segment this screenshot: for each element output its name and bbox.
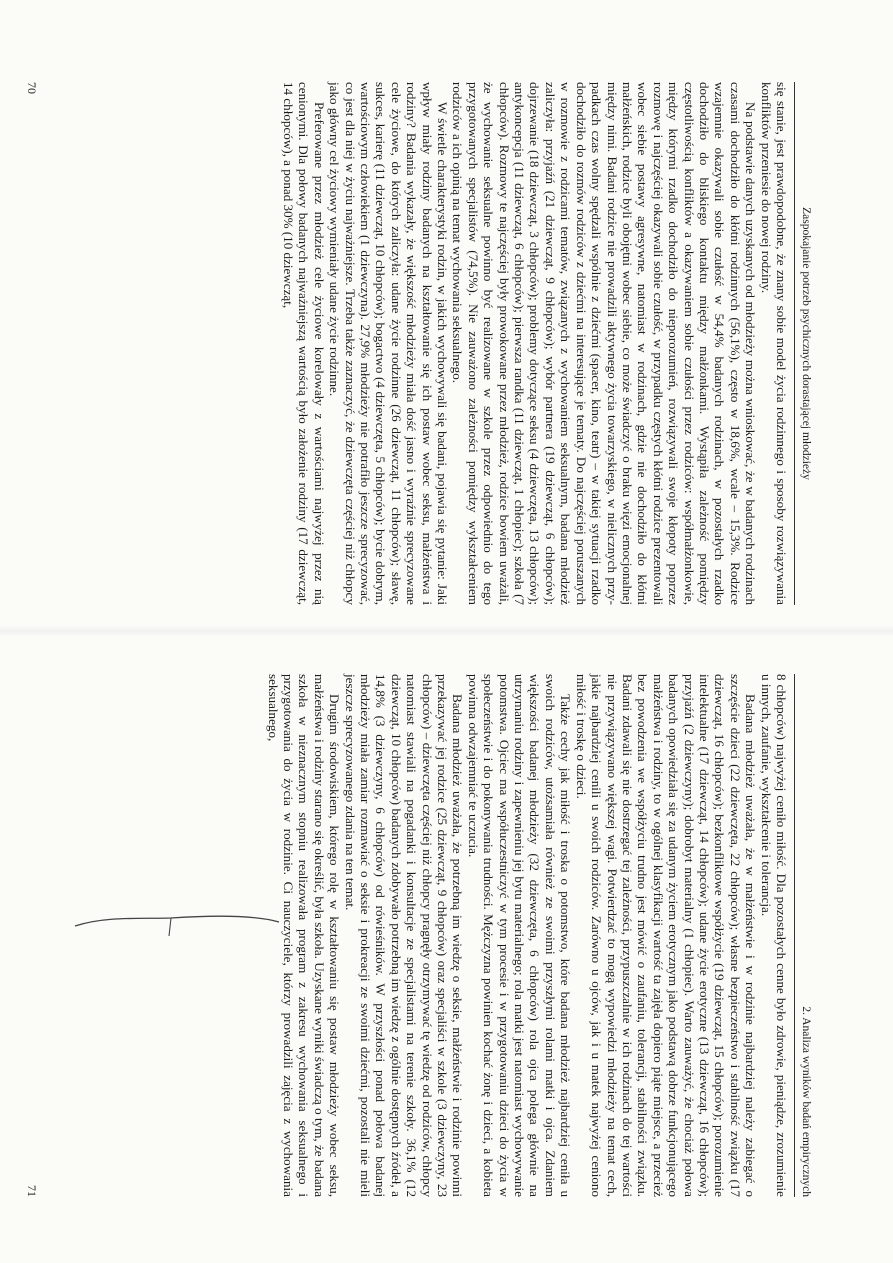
- paragraph: Także cechy jak miłość i troska o potomstwo, które badana młodzież najbardziej ceniła u swoich rodziców, utożsamiała również ze swoimi przyszłymi rolami matki i ojca. Zdaniem większości badanej młodzieży (32 dziewczęta, 6 chłopców) rola ojca polega głównie na utrzymaniu rodziny i zapewnieniu jej bytu materialnego; rola matki jest natomiast wychowywanie potomstwa. Ojciec ma współuczestniczyć w tym procesie i w przygotowaniu dzieci do życia w społeczeństwie i do pokonywania trudności. Mężczyzna powinien kochać żonę i dzieci, a kobieta powinna odwzajemniać te uczucia.: [465, 674, 574, 1197]
- pencil-bracket-mark: [71, 892, 281, 942]
- body-text-left: [281, 82, 789, 605]
- paragraph: Badana młodzież uważała, że w małżeństwie i w rodzinie najbardziej należy zabiegać o szczęście dzieci (22 dziewczęta, 22 chłopców); własne bezpieczeństwo i stabilność związku (17 dziewcząt, 16 chłopców); bezkonfliktowe współżycie (19 dziewcząt, 15 chłopców); porozumienie intelektualne (17 dziewcząt, 14 chłopców); udane życie erotyczne (13 dziewcząt, 16 chłopców); przyjaźń (2 dziewczyny); dobrobyt materialny (1 chłopiec). Warto zauważyć, że chociaż połowa badanych opowiedziała się za udanym życiem erotycznym jako podstawą dobrze funkcjonującego małżeństwa i rodziny, to w ogólnej klasyfikacji wartość ta zajęła dopiero piąte miejsce, a przecież bez powodzenia we współżyciu trudno jest mówić o zaufaniu, tolerancji, stabilności związku. Badani zdawali się nie dostrzegać tej zależności, przypuszczalnie w ich rodzinach do tej wartości nie przywiązywano większej wagi. Potwierdzać to mogą wypowiedzi młodzieży na temat cech, jakie najbardziej cenili u swoich rodziców. Zarówno u ojców, jak i u matek najwyżej ceniono miłość i troskę o dzieci.: [573, 674, 759, 1197]
- paragraph: się stanie, jest prawdopodobne, że znany sobie model życia rodzinnego i sposoby rozwiązywania konfliktów przeniesie do nowej rodziny.: [758, 82, 789, 605]
- running-head-left: Zaspokajanie potrzeb psychicznych dorastającej młodzieży: [794, 82, 813, 605]
- running-head-right: 2. Analiza wyników badań empirycznych: [794, 674, 813, 1197]
- paragraph: W świetle charakterystyki rodzin, w jakich wychowywali się badani, pojawia się pytanie: Jaki wpływ miały rodziny badanych na kształtowanie się ich postaw wobec seksu, małżeństwa i rodziny? Badania wykazały, że większość młodzieży miała dość jasno i wyraźnie sprecyzowane cele życiowe, do których zaliczyła: udane życie rodzinne (26 dziewcząt, 11 chłopców); sławę, sukces, karierę (11 dziewcząt, 10 chłopców); bogactwo (4 dziewczęta, 5 chłopców); bycie dobrym, wartościowym człowiekiem (1 dziewczyna). 27,9% młodzieży nie potrafiło jeszcze sprecyzować, co jest dla niej w życiu najważniejsze. Trzeba także zaznaczyć, że dziewczęta częściej niż chłopcy jako główny cel życiowy wymieniały udane życie rodzinne.: [327, 82, 451, 605]
- paragraph: Na podstawie danych uzyskanych od młodzieży można wnioskować, że w badanych rodzinach czasami dochodziło do kłótni rodzinnych (56,1%), często w 18,6%, wcale – 15,3%. Rodzice wzajemnie okazywali sobie czułość w 54,4% badanych rodzinach, w pozostałych rzadko dochodziło do bliskiego kontaktu między małżonkami. Wystąpiła zależność pomiędzy częstotliwością konfliktów a okazywaniem sobie czułości przez rodziców: współmałżonkowie, między którymi rzadko dochodziło do nieporozumień, rozwiązywali swoje kłopoty poprzez rozmowę i najczęściej okazywali sobie czułość, w przypadku częstych kłótni rodzice prezentowali wobec siebie postawy agresywne, natomiast w rodzinach, gdzie nie dochodziło do kłótni małżeńskich, rodzice byli obojętni wobec siebie, co może świadczyć o braku więzi emocjonalnej między nimi. Badani rodzice nie prowadzili aktywnego życia towarzyskiego, w nielicznych przypadkach czas wolny spędzali wspólnie z dziećmi (spacer, kino, teatr) – w takiej sytuacji rzadko dochodziło do rozmów rodziców z dziećmi na interesujące je tematy. Do najczęściej poruszanych w rozmowie z rodzicami tematów, związanych z wychowaniem seksualnym, badana młodzież zaliczyła: przyjaźń (21 dziewcząt, 9 chłopców); wybór partnera (19 dziewcząt, 6 chłopców); dojrzewanie (18 dziewcząt, 3 chłopców); problemy dotyczące seksu (4 dziewczęta, 13 chłopców); antykoncepcja (11 dziewcząt, 6 chłopców); pierwsza randka (11 dziewcząt, 1 chłopiec); szkoła (7 chłopców). Rozmowy te najczęściej były prowokowane przez młodzież, rodzice bowiem uważali, że wychowanie seksualne powinno być realizowane w szkole przez odpowiednio do tego przygotowanych specjalistów (74,5%). Nie zauważono zależności pomiędzy wykształceniem rodziców a ich opinią na temat wychowania seksualnego.: [450, 82, 759, 605]
- paragraph: Preferowane przez młodzież cele życiowe korelowały z wartościami najwyżej przez nią cenionymi. Dla połowy badanych najważniejszą wartością było założenie rodziny (17 dziewcząt, 14 chłopców), a ponad 30% (10 dziewcząt,: [281, 82, 327, 605]
- paragraph: Badana młodzież uważała, że potrzebną im wiedzę o seksie, małżeństwie i rodzinie powinni przekazywać jej rodzice (25 dziewcząt, 9 chłopców) oraz specjaliści w szkole (3 dziewczyny, 23 chłopców) – dziewczęta częściej niż chłopcy pragnęły otrzymywać tę wiedzę od rodziców, chłopcy natomiast stawiali na pogadanki i konsultacje ze specjalistami na terenie szkoły. 36,1% (12 dziewcząt, 10 chłopców) badanych zdobywało potrzebną im wiedzę z ogólnie dostępnych źródeł, a 14,8% (3 dziewczyny, 6 chłopców) od rówieśników. W przyszłości ponad połowa badanej młodzieży miała zamiar rozmawiać o seksie i prokreacji ze swoimi dziećmi, pozostali nie mieli jeszcze sprecyzowanego zdania na ten temat.: [342, 674, 466, 1197]
- paragraph: Drugim środowiskiem, którego rolę w kształtowaniu się postaw młodzieży wobec seksu, małżeństwa i rodziny starano się określić, była szkoła. Uzyskane wyniki świadczą o tym, że badana szkoła w nieznacznym stopniu realizowała program z zakresu wychowania seksualnego i przygotowania do życia w rodzinie. Ci nauczyciele, którzy prowadzili zajęcia z wychowania seksualnego,: [265, 674, 343, 1197]
- body-text-right: [265, 674, 789, 1197]
- right-page: [0, 632, 893, 1263]
- page-number-right: 71: [25, 1185, 39, 1197]
- paragraph: 8 chłopców) najwyżej ceniło miłość. Dla pozostałych cenne było zdrowie, pieniądze, zrozumienie u innych, zaufanie, wykształcenie i tolerancja.: [758, 674, 789, 1197]
- left-page: [0, 0, 893, 631]
- page-number-left: 70: [25, 82, 39, 94]
